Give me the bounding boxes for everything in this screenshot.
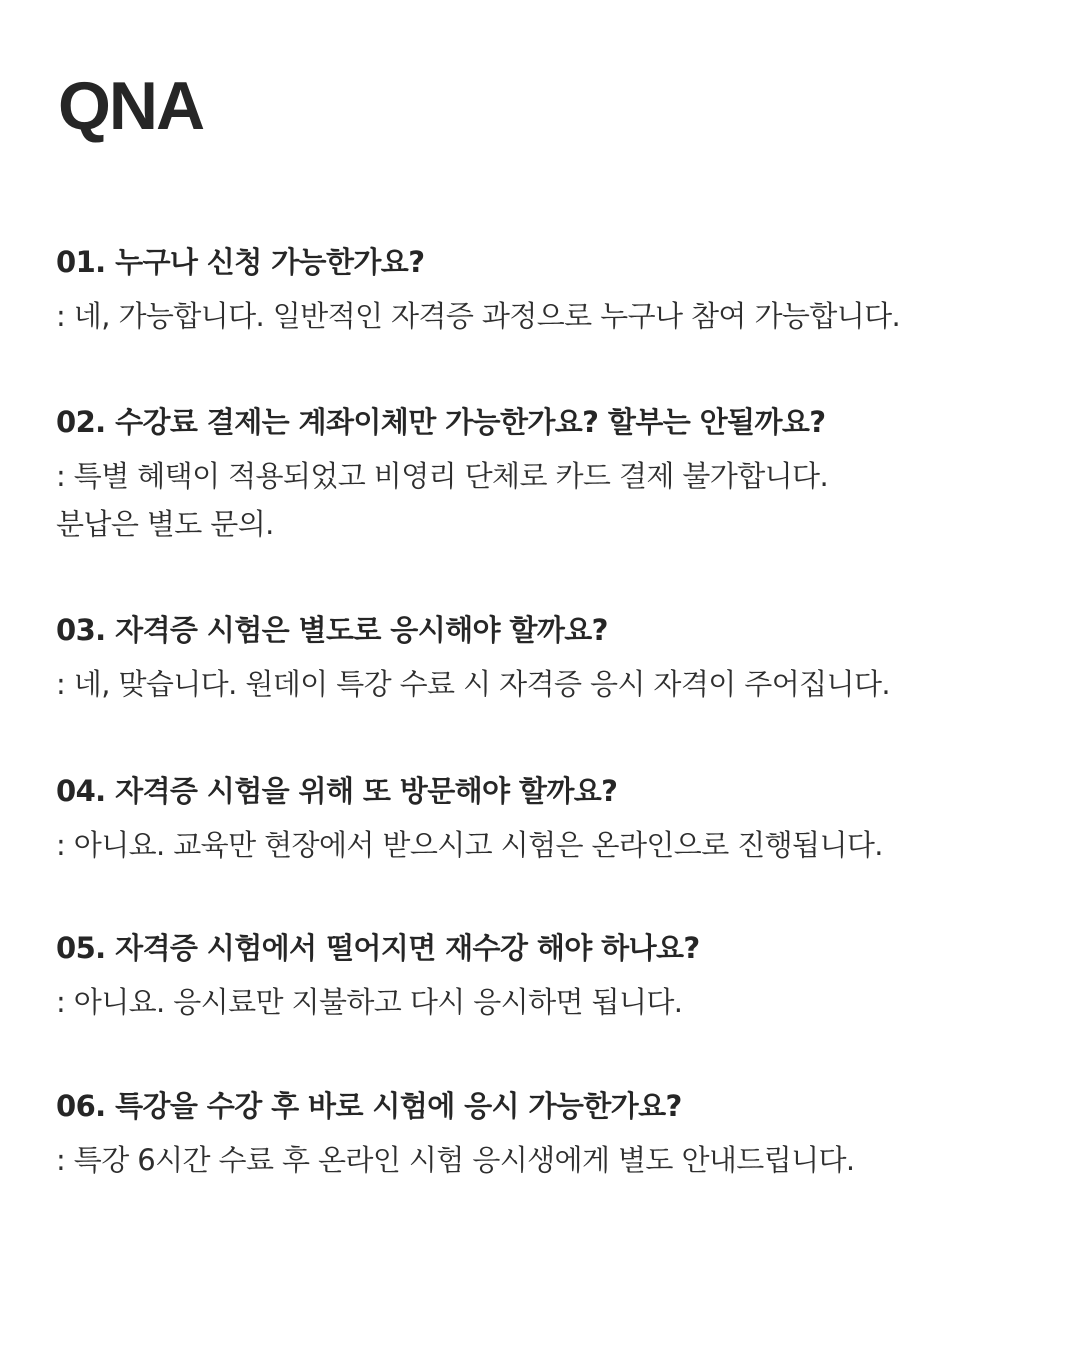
answer-01-line-1: : 네, 가능합니다. 일반적인 자격증 과정으로 누구나 참여 가능합니다. — [56, 299, 901, 333]
answer-01 — [56, 292, 1046, 340]
question-03: 03. 자격증 시험은 별도로 응시해야 할까요? — [56, 613, 608, 647]
question-06: 06. 특강을 수강 후 바로 시험에 응시 가능한가요? — [56, 1089, 682, 1123]
qna-item-03 — [56, 610, 1046, 708]
answer-05-line-1: : 아니요. 응시료만 지불하고 다시 응시하면 됩니다. — [56, 985, 683, 1019]
question-01: 01. 누구나 신청 가능한가요? — [56, 245, 425, 279]
answer-03 — [56, 660, 1046, 708]
qna-item-02 — [56, 402, 1046, 548]
answer-02-line-2: 분납은 별도 문의. — [56, 507, 274, 541]
question-04: 04. 자격증 시험을 위해 또 방문해야 할까요? — [56, 774, 618, 808]
answer-04 — [56, 821, 1046, 869]
page-title: QNA — [58, 68, 204, 144]
answer-06 — [56, 1136, 1046, 1184]
answer-03-line-1: : 네, 맞습니다. 원데이 특강 수료 시 자격증 응시 자격이 주어집니다. — [56, 667, 890, 701]
qna-item-01 — [56, 242, 1046, 340]
question-02: 02. 수강료 결제는 계좌이체만 가능한가요? 할부는 안될까요? — [56, 405, 826, 439]
answer-04-line-1: : 아니요. 교육만 현장에서 받으시고 시험은 온라인으로 진행됩니다. — [56, 828, 883, 862]
answer-05 — [56, 978, 1046, 1026]
qna-item-05 — [56, 928, 1046, 1026]
answer-06-line-1: : 특강 6시간 수료 후 온라인 시험 응시생에게 별도 안내드립니다. — [56, 1143, 855, 1177]
qna-item-06 — [56, 1086, 1046, 1184]
answer-02 — [56, 452, 1046, 548]
question-05: 05. 자격증 시험에서 떨어지면 재수강 해야 하나요? — [56, 931, 700, 965]
qna-item-04 — [56, 771, 1046, 869]
answer-02-line-1: : 특별 혜택이 적용되었고 비영리 단체로 카드 결제 불가합니다. — [56, 459, 829, 493]
